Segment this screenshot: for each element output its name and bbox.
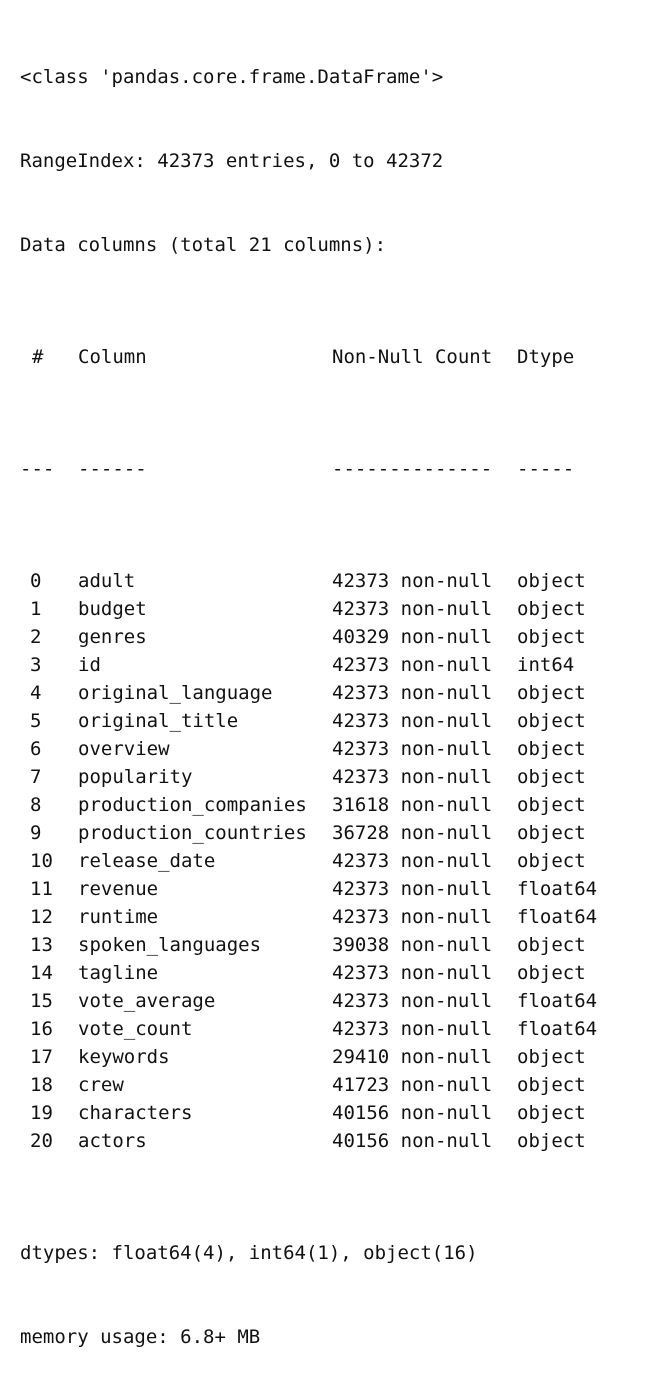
row-index: 1	[30, 598, 42, 620]
table-row	[20, 623, 586, 651]
row-non-null-count: 42373 non-null	[332, 906, 493, 928]
row-column-name: vote_average	[78, 990, 216, 1012]
row-non-null-count: 42373 non-null	[332, 598, 493, 620]
table-row	[20, 1015, 598, 1043]
table-row	[20, 1127, 586, 1155]
row-column-name: keywords	[78, 1046, 170, 1068]
row-non-null-count: 42373 non-null	[332, 766, 493, 788]
table-row	[20, 679, 586, 707]
row-dtype: object	[517, 682, 586, 704]
row-column-name: revenue	[78, 878, 159, 900]
table-row	[20, 819, 586, 847]
table-row	[20, 875, 598, 903]
row-column-name: adult	[78, 570, 136, 592]
data-columns-line: Data columns (total 21 columns):	[20, 234, 387, 256]
row-non-null-count: 42373 non-null	[332, 990, 493, 1012]
table-separator-row	[20, 455, 575, 483]
range-index-line: RangeIndex: 42373 entries, 0 to 42372	[20, 150, 444, 172]
table-row	[20, 567, 586, 595]
row-dtype: object	[517, 794, 586, 816]
row-index: 15	[30, 990, 53, 1012]
table-row	[20, 595, 586, 623]
row-dtype: object	[517, 598, 586, 620]
table-row	[20, 847, 586, 875]
row-index: 10	[30, 850, 53, 872]
row-dtype: object	[517, 570, 586, 592]
row-dtype: object	[517, 1074, 586, 1096]
row-non-null-count: 40329 non-null	[332, 626, 493, 648]
row-column-name: genres	[78, 626, 147, 648]
row-column-name: popularity	[78, 766, 193, 788]
row-dtype: object	[517, 710, 586, 732]
separator-column: ------	[78, 458, 147, 480]
row-column-name: budget	[78, 598, 147, 620]
row-non-null-count: 42373 non-null	[332, 738, 493, 760]
row-index: 4	[30, 682, 42, 704]
table-header-row	[20, 343, 575, 371]
row-non-null-count: 41723 non-null	[332, 1074, 493, 1096]
row-index: 14	[30, 962, 53, 984]
row-dtype: object	[517, 738, 586, 760]
row-non-null-count: 31618 non-null	[332, 794, 493, 816]
row-non-null-count: 36728 non-null	[332, 822, 493, 844]
header-column: Column	[78, 346, 147, 368]
row-non-null-count: 42373 non-null	[332, 1018, 493, 1040]
row-column-name: spoken_languages	[78, 934, 262, 956]
row-column-name: tagline	[78, 962, 159, 984]
row-dtype: float64	[517, 1018, 598, 1040]
table-row	[20, 1099, 586, 1127]
row-non-null-count: 42373 non-null	[332, 878, 493, 900]
row-index: 9	[30, 822, 42, 844]
row-non-null-count: 40156 non-null	[332, 1102, 493, 1124]
table-row	[20, 987, 598, 1015]
row-dtype: object	[517, 934, 586, 956]
table-row	[20, 763, 586, 791]
row-index: 16	[30, 1018, 53, 1040]
table-row	[20, 1071, 586, 1099]
row-non-null-count: 29410 non-null	[332, 1046, 493, 1068]
row-column-name: production_companies	[78, 794, 307, 816]
memory-usage-line: memory usage: 6.8+ MB	[20, 1326, 261, 1348]
row-non-null-count: 42373 non-null	[332, 654, 493, 676]
row-index: 6	[30, 738, 42, 760]
row-dtype: object	[517, 822, 586, 844]
separator-count: --------------	[332, 458, 493, 480]
row-index: 19	[30, 1102, 53, 1124]
table-row	[20, 707, 586, 735]
row-column-name: characters	[78, 1102, 193, 1124]
table-row	[20, 735, 586, 763]
row-index: 13	[30, 934, 53, 956]
row-index: 5	[30, 710, 42, 732]
table-row	[20, 959, 586, 987]
row-index: 12	[30, 906, 53, 928]
separator-dtype: -----	[517, 458, 575, 480]
dtypes-line: dtypes: float64(4), int64(1), object(16)	[20, 1242, 478, 1264]
row-column-name: release_date	[78, 850, 216, 872]
row-dtype: object	[517, 962, 586, 984]
row-non-null-count: 40156 non-null	[332, 1130, 493, 1152]
row-non-null-count: 42373 non-null	[332, 962, 493, 984]
row-index: 17	[30, 1046, 53, 1068]
row-index: 7	[30, 766, 42, 788]
row-index: 8	[30, 794, 42, 816]
row-dtype: object	[517, 626, 586, 648]
row-dtype: int64	[517, 654, 575, 676]
row-dtype: object	[517, 850, 586, 872]
row-column-name: original_language	[78, 682, 273, 704]
row-column-name: actors	[78, 1130, 147, 1152]
row-column-name: production_countries	[78, 822, 307, 844]
row-non-null-count: 42373 non-null	[332, 570, 493, 592]
row-dtype: object	[517, 1130, 586, 1152]
row-dtype: float64	[517, 990, 598, 1012]
row-index: 20	[30, 1130, 53, 1152]
row-dtype: object	[517, 766, 586, 788]
row-non-null-count: 42373 non-null	[332, 850, 493, 872]
row-dtype: float64	[517, 878, 598, 900]
header-count: Non-Null Count	[332, 346, 493, 368]
table-row	[20, 651, 575, 679]
class-line: <class 'pandas.core.frame.DataFrame'>	[20, 66, 444, 88]
table-row	[20, 931, 586, 959]
row-index: 0	[30, 570, 42, 592]
row-index: 2	[30, 626, 42, 648]
row-column-name: vote_count	[78, 1018, 193, 1040]
row-column-name: overview	[78, 738, 170, 760]
row-column-name: original_title	[78, 710, 239, 732]
row-index: 11	[30, 878, 53, 900]
table-row	[20, 791, 586, 819]
row-column-name: id	[78, 654, 101, 676]
row-dtype: object	[517, 1046, 586, 1068]
row-column-name: runtime	[78, 906, 159, 928]
row-non-null-count: 42373 non-null	[332, 710, 493, 732]
separator-index: ---	[20, 458, 55, 480]
row-non-null-count: 42373 non-null	[332, 682, 493, 704]
row-dtype: object	[517, 1102, 586, 1124]
dataframe-info-output	[20, 7, 598, 1379]
table-body	[20, 567, 598, 1155]
table-row	[20, 903, 598, 931]
header-index: #	[32, 346, 44, 368]
table-row	[20, 1043, 586, 1071]
row-column-name: crew	[78, 1074, 124, 1096]
row-index: 18	[30, 1074, 53, 1096]
row-non-null-count: 39038 non-null	[332, 934, 493, 956]
row-dtype: float64	[517, 906, 598, 928]
row-index: 3	[30, 654, 42, 676]
header-dtype: Dtype	[517, 346, 575, 368]
